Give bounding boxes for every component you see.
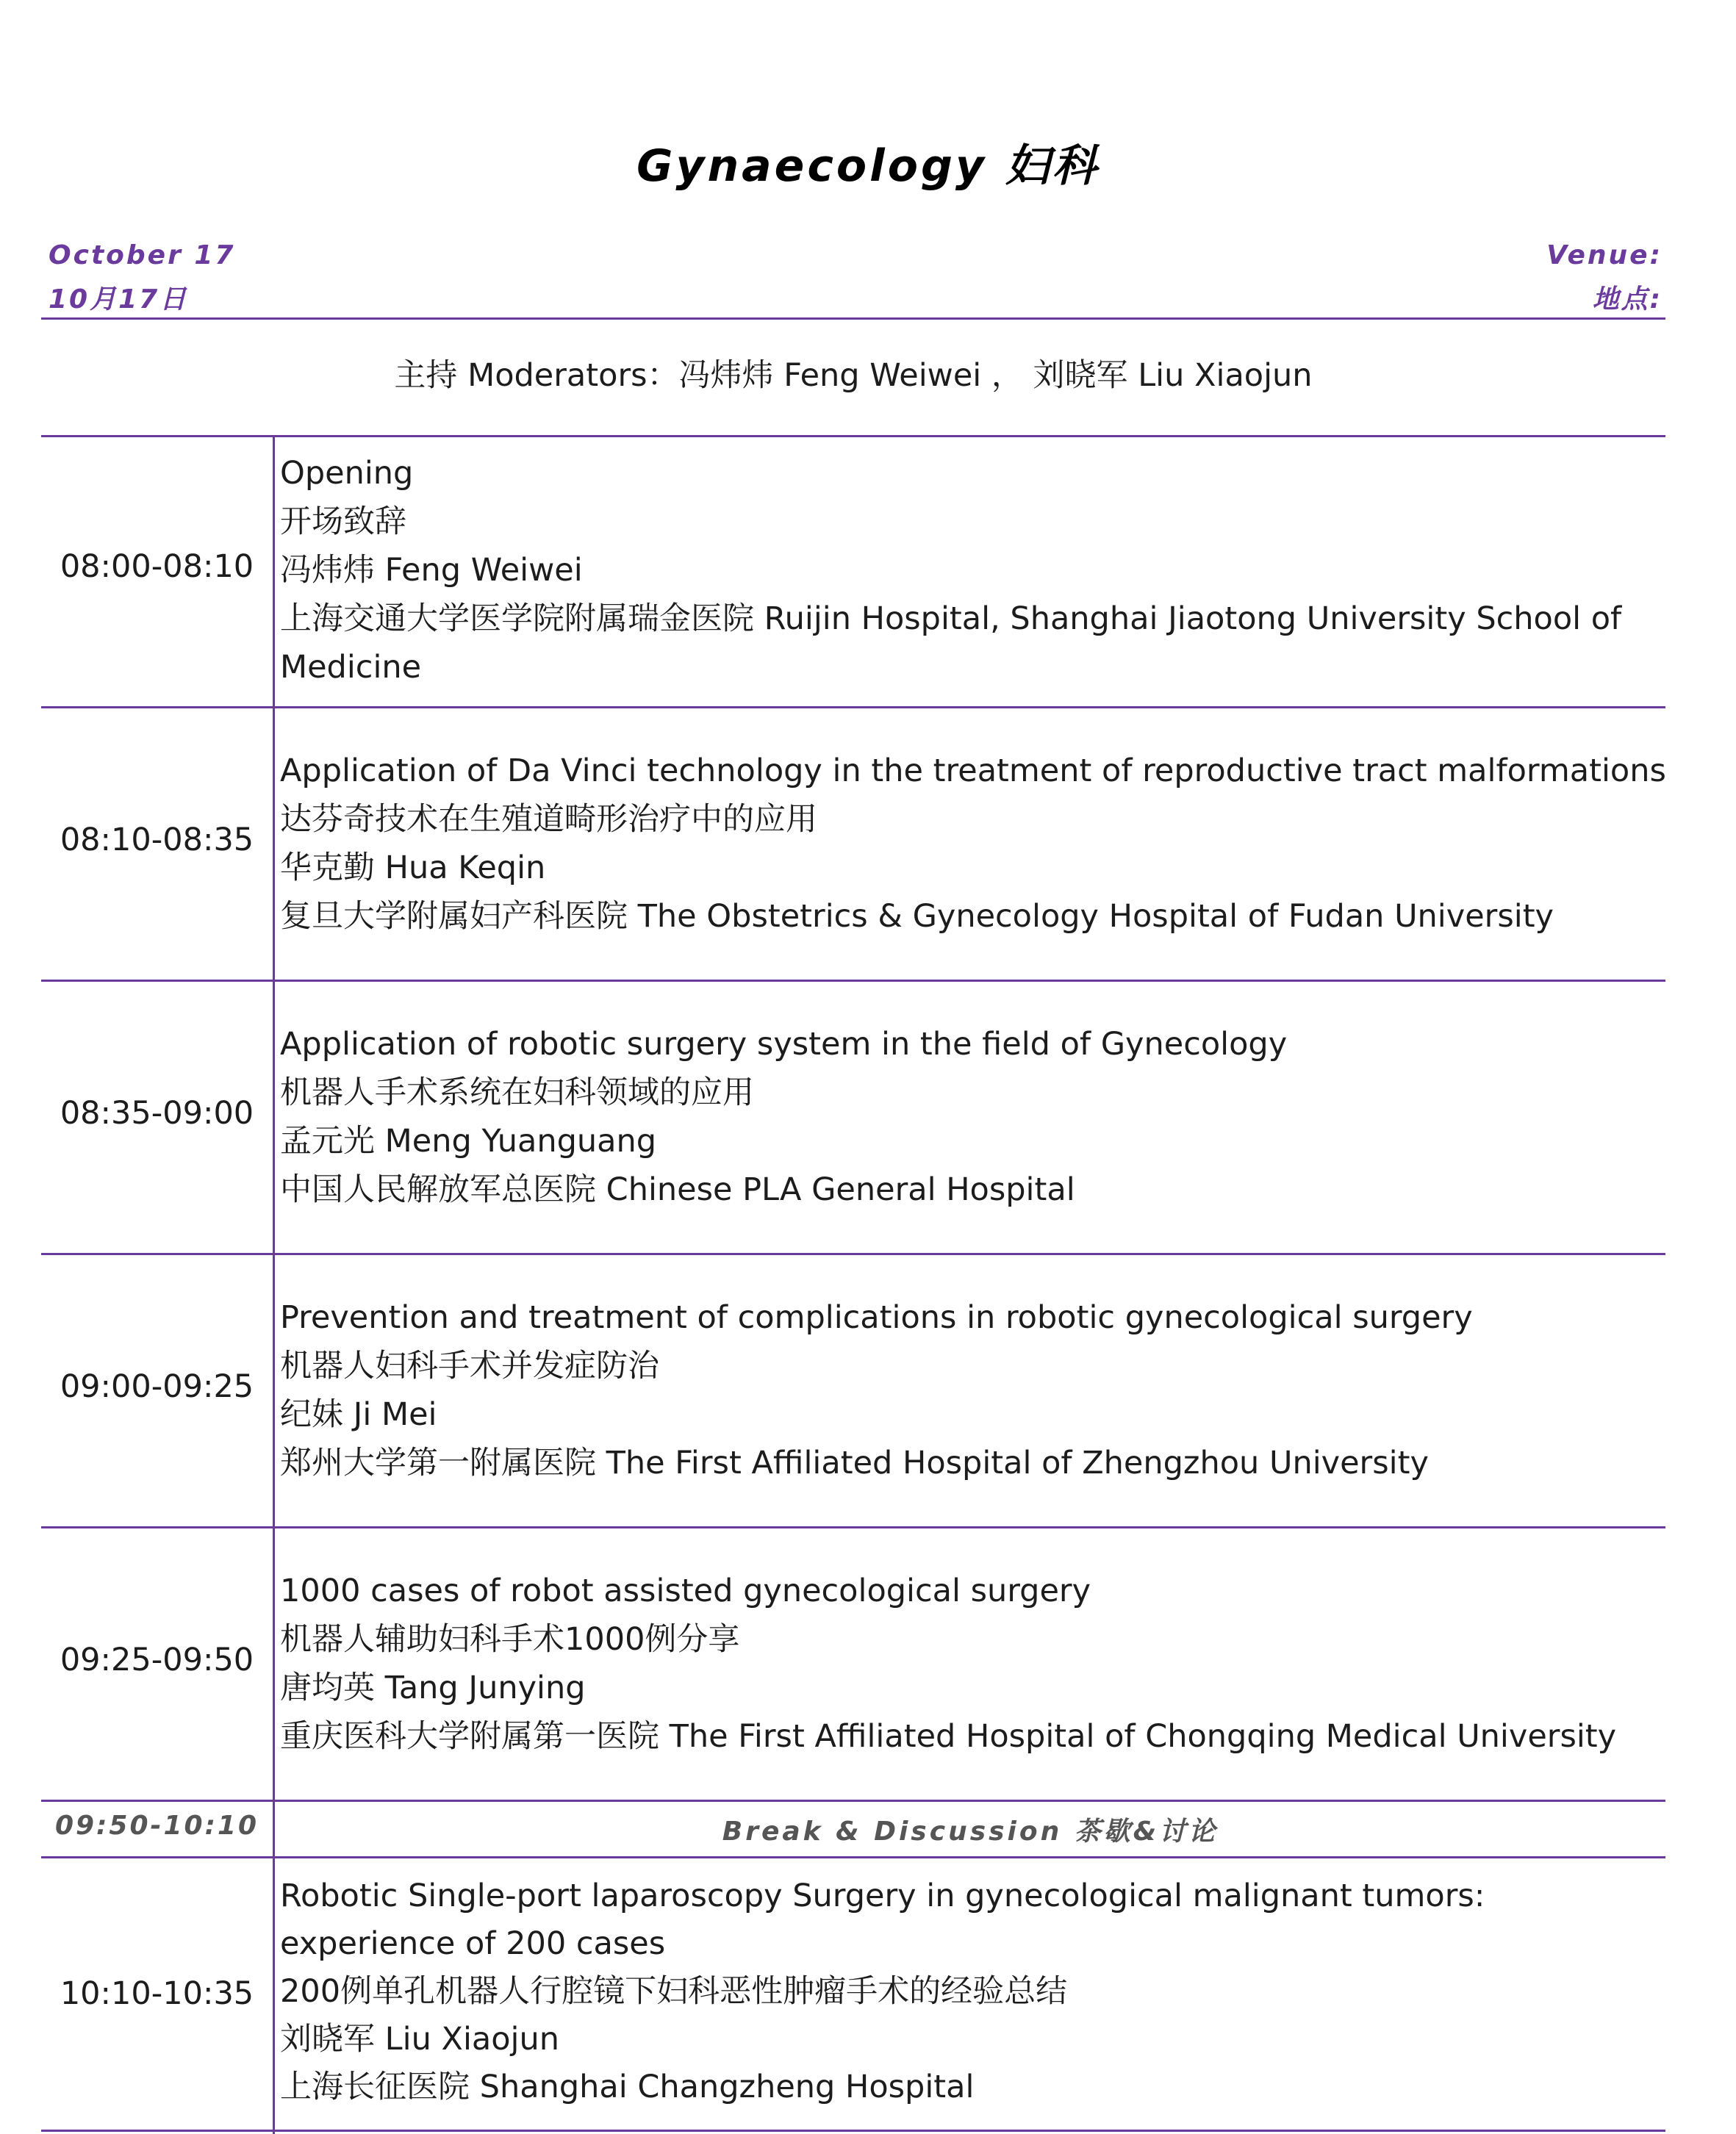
session-time: 09:00-09:25: [60, 1368, 254, 1405]
row-divider: [41, 980, 1665, 982]
date-block: [49, 234, 235, 322]
session-affiliation: 重庆医科大学附属第一医院 The First Affiliated Hospital of Chongqing Medical University: [280, 1718, 1617, 1755]
session-content: [280, 1872, 1662, 2111]
session-title: Opening: [280, 455, 414, 492]
session-title-cn: 开场致辞: [280, 503, 406, 540]
session-affiliation: 中国人民解放军总医院 Chinese PLA General Hospital: [280, 1171, 1075, 1208]
session-title-cn: 达芬奇技术在生殖道畸形治疗中的应用: [280, 801, 817, 838]
session-speaker: 唐均英 Tang Junying: [280, 1670, 586, 1706]
session-time: 08:10-08:35: [60, 822, 254, 858]
session-title-cn: 机器人手术系统在妇科领域的应用: [280, 1074, 754, 1111]
session-title: Application of robotic surgery system in the field of Gynecology: [280, 1026, 1288, 1063]
date-cn: 10月17日: [49, 284, 189, 315]
venue-en: Venue:: [1546, 240, 1663, 270]
session-title-cn: 机器人辅助妇科手术1000例分享: [280, 1621, 740, 1658]
session-affiliation: 上海交通大学医学院附属瑞金医院 Ruijin Hospital, Shanghai Jiaotong University School of Medicine: [280, 600, 1622, 686]
session-title: 1000 cases of robot assisted gynecological surgery: [280, 1573, 1091, 1609]
row-divider: [41, 1526, 1665, 1528]
table-column-divider: [273, 435, 275, 1800]
session-title-cn: 200例单孔机器人行腔镜下妇科恶性肿瘤手术的经验总结: [280, 1973, 1068, 2010]
session-content: [280, 747, 1666, 941]
venue-cn: 地点:: [1592, 284, 1663, 315]
page-title: Gynaecology 妇科: [636, 140, 1100, 192]
session-speaker: 纪妹 Ji Mei: [280, 1396, 437, 1433]
session-title: Prevention and treatment of complications in robotic gynecological surgery: [280, 1299, 1473, 1336]
row-divider: [41, 1253, 1665, 1255]
session-time: 10:10-10:35: [60, 1975, 254, 2012]
table-top-border: [41, 435, 1665, 437]
session-content: [280, 1293, 1662, 1487]
session-speaker: 华克勤 Hua Keqin: [280, 849, 546, 886]
break-time: 09:50-10:10: [54, 1811, 259, 1841]
session-affiliation: 郑州大学第一附属医院 The First Affiliated Hospital of Zhengzhou University: [280, 1445, 1429, 1481]
session-title: Application of Da Vinci technology in the treatment of reproductive tract malformations: [280, 752, 1666, 789]
session-speaker: 冯炜炜 Feng Weiwei: [280, 552, 583, 589]
break-label: Break & Discussion 茶歇&讨论: [722, 1817, 1219, 1847]
row-divider: [41, 1800, 1665, 1802]
session-content: [280, 449, 1662, 691]
session-time: 09:25-09:50: [60, 1642, 254, 1678]
session-speaker: 刘晓军 Liu Xiaojun: [280, 2021, 560, 2058]
session-title: Robotic Single-port laparoscopy Surgery in gynecological malignant tumors: experience of 200 cases: [280, 1878, 1485, 1962]
date-en: October 17: [49, 240, 236, 270]
session-affiliation: 上海长征医院 Shanghai Changzheng Hospital: [280, 2069, 975, 2105]
session-affiliation: 复旦大学附属妇产科医院 The Obstetrics & Gynecology Hospital of Fudan University: [280, 898, 1554, 935]
header-divider: [41, 317, 1665, 320]
table-column-divider-bottom: [273, 1858, 275, 2134]
row-divider: [41, 2130, 1665, 2132]
session-time: 08:00-08:10: [60, 548, 254, 585]
session-time: 08:35-09:00: [60, 1095, 254, 1132]
row-divider: [41, 1856, 1665, 1858]
venue-block: [1546, 234, 1663, 322]
session-content: [280, 1567, 1662, 1761]
session-content: [280, 1020, 1662, 1214]
session-title-cn: 机器人妇科手术并发症防治: [280, 1348, 659, 1384]
row-divider: [41, 706, 1665, 708]
moderators-line: 主持 Moderators：冯炜炜 Feng Weiwei ， 刘晓军 Liu Xiaojun: [394, 357, 1313, 394]
session-speaker: 孟元光 Meng Yuanguang: [280, 1123, 657, 1160]
